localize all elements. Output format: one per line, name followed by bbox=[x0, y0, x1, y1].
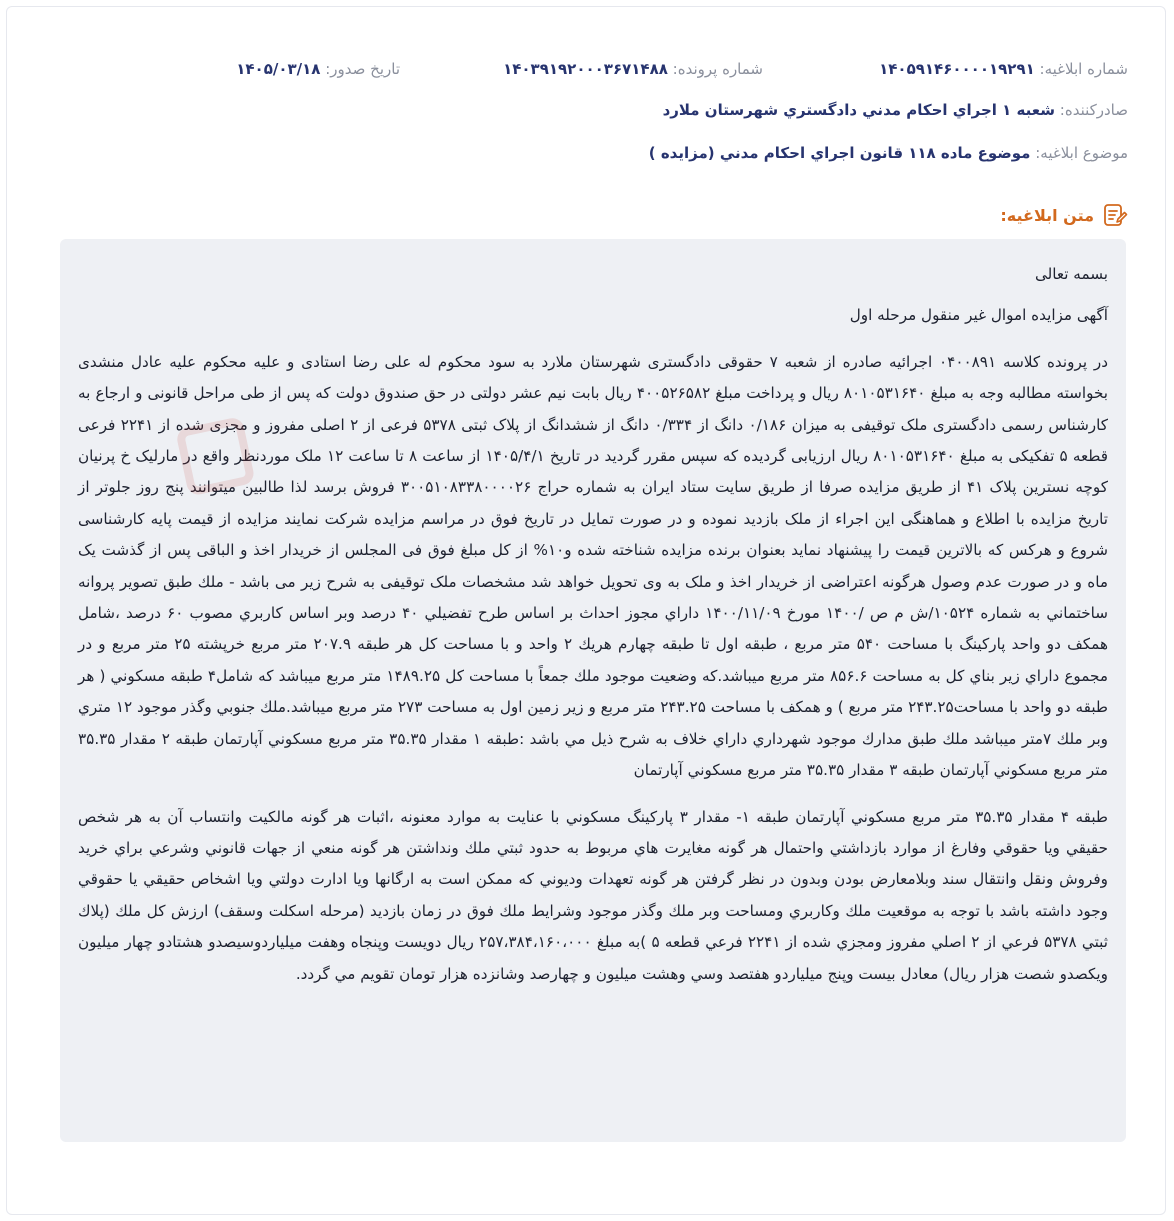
issuer-label: صادرکننده: bbox=[1059, 101, 1128, 119]
subject-label: موضوع ابلاغیه: bbox=[1035, 144, 1128, 162]
subject-row bbox=[46, 142, 1128, 164]
notice-number bbox=[879, 58, 1128, 80]
case-number-label: شماره پرونده: bbox=[672, 60, 763, 78]
notice-number-label: شماره ابلاغیه: bbox=[1039, 60, 1128, 78]
issuer-value: شعبه ۱ اجراي احكام مدني دادگستري شهرستان ملارد bbox=[662, 101, 1055, 119]
subject-value: موضوع ماده ۱۱۸ قانون اجراي احكام مدني (مزايده ) bbox=[648, 144, 1031, 162]
document-edit-icon bbox=[1102, 202, 1128, 228]
case-number bbox=[503, 58, 763, 80]
notice-number-value: ۱۴۰۵۹۱۴۶۰۰۰۰۱۹۲۹۱ bbox=[879, 60, 1035, 78]
issue-date-value: ۱۴۰۵/۰۳/۱۸ bbox=[236, 60, 321, 78]
body-paragraph-1: در پرونده کلاسه ۰۴۰۰۸۹۱ اجرائیه صادره از شعبه ۷ حقوقی دادگستری شهرستان ملارد به سود محکوم له علی رضا استادی و علیه محکوم علیه عادل منشدی بخواسته مطالبه وجه به مبلغ ۸۰۱۰۵۳۱۶۴۰ ریال و پرداخت مبلغ ۴۰۰۵۲۶۵۸۲ ریال بابت نیم عشر دولتی در حق صندوق دولت که پس از طی مراحل قانونی و ارجاع به کارشناس رسمی دادگستری ملک توقیفی به میزان ۰/۱۸۶ دانگ از ۰/۳۳۴ دانگ از ششدانگ از پلاک ثبتی ۵۳۷۸ فرعی از ۲ اصلی مفروز و مجزی شده از ۲۲۴۱ فرعی قطعه ۵ تفکیکی به مبلغ ۸۰۱۰۵۳۱۶۴۰ ریال ارزیابی گردیده که سپس مقرر گردید در تاریخ ۱۴۰۵/۴/۱ از ساعت ۸ تا ساعت ۱۲ ملک موردنظر واقع در مارلیک خ پرنیان کوچه نسترین پلاک ۴۱ از طریق مزایده صرفا از طریق سایت ستاد ایران به شماره حراج ۳۰۰۵۱۰۸۳۳۸۰۰۰۰۲۶ فروش برسد لذا طالبین میتوانند پنج روز جلوتر از تاریخ مزایده با اطلاع و هماهنگی این اجراء از ملک بازدید نموده و در صورت تمایل در تاریخ فوق در مراسم مزایده شرکت نمایند مزایده از قیمت پایه کارشناسی شروع و هرکس که بالاترین قیمت را پیشنهاد نماید بعنوان برنده مزایده شناخته شده و۱۰% از کل مبلغ فوق فی المجلس از خریدار اخذ و الباقی پس از گذشت یک ماه و در صورت عدم وصول هرگونه اعتراضی از خریدار اخذ و ملک به وی تحویل خواهد شد مشخصات ملک توقیفی به شرح زیر می باشد - ملك طبق تصوير پروانه ساختماني به شماره ۱۰۵۲۴/ش م ص /۱۴۰۰ مورخ ۱۴۰۰/۱۱/۰۹ داراي مجوز احداث بر اساس طرح تفضيلي ۴۰ درصد وبر اساس كاربري مصوب ۶۰ درصد ،شامل همكف دو واحد پاركينگ با مساحت ۵۴۰ متر مربع ، طبقه اول تا طبقه چهارم هريك ۲ واحد و با مساحت كل هر طبقه ۲۰۷.۹ متر مربع خرپشته ۲۵ متر مربع و در مجموع داراي زير بناي كل به مساحت ۸۵۶.۶ متر مربع ميباشد.كه وضعيت موجود ملك جمعاً با مساحت كل ۱۴۸۹.۲۵ متر مربع ميباشد كه شامل۴ طبقه مسكوني ( هر طبقه دو واحد با مساحت۲۴۳.۲۵ متر مربع ) و همكف با مساحت ۲۴۳.۲۵ متر مربع و زير زمين اول به مساحت ۲۷۳ متر مربع ميباشد.ملك جنوبي وگذر موجود ۱۲ متري وبر ملك ۷متر ميباشد ملك طبق مدارك موجود شهرداري داراي خلاف به شرح ذيل مي باشد :طبقه ۱ مقدار ۳۵.۳۵ متر مربع مسكوني آپارتمان طبقه ۲ مقدار ۳۵.۳۵ متر مربع مسكوني آپارتمان طبقه ۳ مقدار ۳۵.۳۵ متر مربع مسكوني آپارتمان bbox=[78, 352, 1109, 780]
issue-date-label: تاریخ صدور: bbox=[325, 60, 400, 78]
issue-date bbox=[236, 58, 400, 80]
notice-text-title: متن ابلاغیه: bbox=[1000, 205, 1094, 225]
issuer-row bbox=[46, 99, 1128, 121]
body-paragraph-2: طبقه ۴ مقدار ۳۵.۳۵ متر مربع مسكوني آپارتمان طبقه ۱- مقدار ۳ پاركينگ مسكوني با عنايت به موارد معنونه ،اثبات هر گونه مالكيت وانتساب آن به هر شخص حقيقي ويا حقوقي وفارغ از موارد بازداشتي واحتمال هر گونه مغايرت هاي مربوط به حدود ثبتي ملك ونداشتن هر گونه منعي از جهات قانوني وشرعي براي خريد وفروش ونقل وانتقال سند وبلامعارض بودن وبدون در نظر گرفتن هر گونه تعهدات وديوني كه ممكن است به ارگانها ويا ادارت دولتي ويا اشخاص حقيقي يا حقوقي وجود داشته باشد با توجه به موقعيت ملك وكاربري ومساحت وبر ملك وگذر موجود وشرايط ملك فوق در زمان بازديد (مرحله اسكلت وسقف) ارزش كل ملك (پلاك ثبتي ۵۳۷۸ فرعي از ۲ اصلي مفروز ومجزي شده از ۲۲۴۱ فرعي قطعه ۵ )به مبلغ ۲۵۷،۳۸۴،۱۶۰،۰۰۰ ريال دويست وپنجاه وهفت ميلياردوسيصدو هشتادو چهار ميليون ويكصدو شصت هزار ريال) معادل بيست وپنج ميلياردو هفتصد وسي وهشت ميليون و چهارصد وشانزده هزار تومان تقويم مي گردد. bbox=[78, 807, 1108, 983]
notice-body bbox=[60, 239, 1126, 1142]
notice-text-heading bbox=[1000, 202, 1128, 228]
greeting: بسمه تعالی bbox=[1035, 265, 1108, 283]
case-number-value: ۱۴۰۳۹۱۹۲۰۰۰۳۶۷۱۴۸۸ bbox=[503, 60, 668, 78]
auction-heading: آگهی مزایده اموال غیر منقول مرحله اول bbox=[849, 306, 1108, 325]
